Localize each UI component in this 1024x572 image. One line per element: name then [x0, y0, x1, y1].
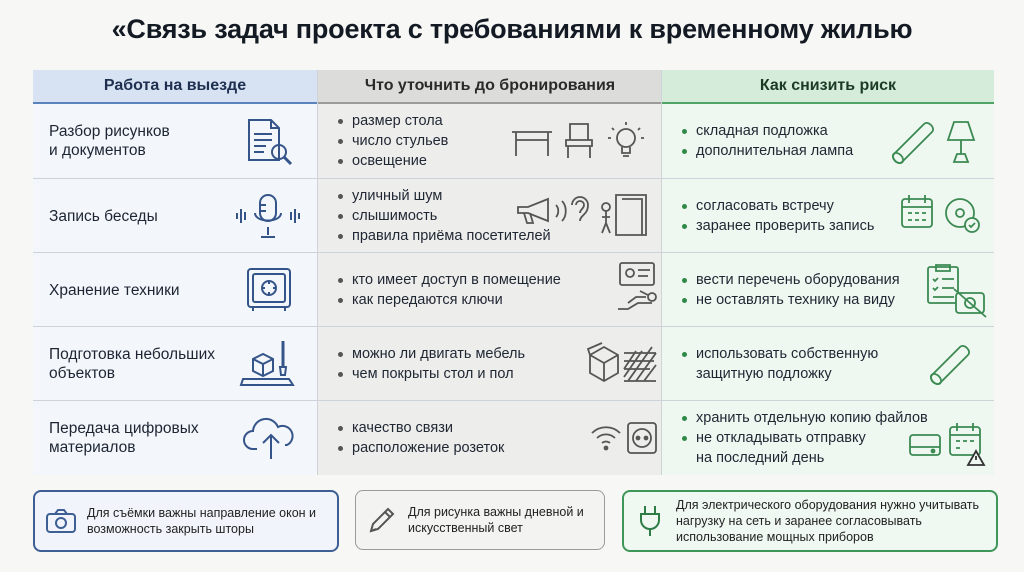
floor-grid-icon — [624, 347, 656, 381]
disc-check-icon — [946, 199, 979, 232]
list-item: кто имеет доступ в помещение — [336, 270, 561, 290]
list-item: чем покрыты стол и пол — [336, 364, 525, 384]
check-list — [336, 111, 448, 171]
list-item: расположение розеток — [336, 438, 504, 458]
list-item: использовать собственную — [680, 344, 878, 364]
list-item: размер стола — [336, 111, 448, 131]
check-list — [336, 418, 504, 458]
camera-hidden-icon — [954, 289, 986, 317]
calendar-icon — [902, 195, 932, 227]
safe-icon — [243, 265, 295, 315]
table-icon — [512, 132, 552, 156]
table-row — [33, 104, 317, 178]
list-item: уличный шум — [336, 186, 551, 206]
list-item: согласовать встречу — [680, 196, 874, 216]
pencil-icon — [367, 505, 397, 535]
calendar-warning-icon — [950, 423, 984, 465]
box-icon — [588, 343, 618, 381]
row-label — [49, 401, 239, 475]
list-item: вести перечень оборудования — [680, 270, 900, 290]
note-text: Для рисунка важны дневной и искусственный свет — [408, 505, 584, 535]
table-row — [662, 178, 994, 253]
plug-icon — [635, 504, 665, 538]
note-text: Для съёмки важны направление окон и возможность закрыть шторы — [87, 506, 317, 536]
row-label — [49, 104, 239, 178]
row-label-text: Разбор рисунков и документов — [49, 123, 170, 159]
rolled-mat-icon — [926, 339, 978, 389]
ear-icon — [572, 197, 588, 221]
row-label — [49, 327, 239, 401]
list-item-continuation: на последний день — [696, 450, 825, 466]
check-list — [336, 344, 525, 384]
row-label — [49, 179, 239, 253]
header-reduce-risk: Как снизить риск — [662, 70, 994, 104]
door-person-icon — [602, 195, 646, 235]
list-item: слышимость — [336, 206, 551, 226]
risk-list — [680, 196, 874, 236]
horn-icon — [518, 199, 548, 223]
risk-list — [680, 270, 900, 310]
id-card-icon — [620, 263, 654, 285]
access-icons — [616, 259, 662, 319]
table-row — [33, 178, 317, 253]
table-row — [318, 252, 662, 327]
list-item: складная подложка — [680, 121, 853, 141]
risk-list — [680, 408, 928, 468]
microphone-icon — [233, 191, 303, 241]
table-row — [662, 326, 994, 401]
checklist-icon — [928, 265, 958, 303]
list-item: хранить отдельную копию файлов — [680, 408, 928, 428]
list-item: число стульев — [336, 131, 448, 151]
row-label-text: Подготовка небольших объектов — [49, 346, 216, 382]
row-label-text: Запись беседы — [49, 207, 158, 225]
note-text: Для электрического оборудования нужно учитывать нагрузку на сеть и заранее согласовывать использование мощных приборов — [676, 498, 979, 544]
hard-drive-icon — [910, 435, 940, 455]
table-chair-lamp-icons — [508, 120, 658, 164]
risk-list — [680, 344, 878, 384]
rolled-mat-icon — [891, 123, 933, 165]
table-row — [33, 252, 317, 327]
row-label — [49, 253, 239, 327]
table-row — [662, 252, 994, 327]
wifi-socket-icons — [588, 419, 658, 459]
list-item: заранее проверить запись — [680, 216, 874, 236]
header-check-before-booking: Что уточнить до бронирования — [318, 70, 662, 104]
header-onsite-work: Работа на выезде — [33, 70, 317, 104]
note-photography — [33, 490, 339, 552]
lightbulb-icon — [608, 122, 644, 156]
column-onsite-work — [33, 70, 317, 475]
table-row — [33, 326, 317, 401]
key-handover-icon — [618, 291, 656, 309]
list-item-continuation: защитную подложку — [696, 366, 832, 382]
column-reduce-risk — [661, 70, 994, 475]
check-list — [336, 270, 561, 310]
list-item: не откладывать отправку — [680, 428, 928, 448]
column-check-before-booking — [317, 70, 662, 475]
cloud-upload-icon — [243, 413, 299, 463]
note-drawing — [355, 490, 605, 550]
table-row — [318, 400, 662, 475]
table-row — [318, 178, 662, 253]
list-item: можно ли двигать мебель — [336, 344, 525, 364]
table-row — [33, 400, 317, 475]
row-label-text: Хранение техники — [49, 281, 180, 299]
table-row — [662, 400, 994, 475]
camera-icon — [45, 508, 77, 534]
mat-lamp-icons — [888, 114, 988, 170]
wifi-icon — [592, 427, 620, 449]
risk-list — [680, 121, 853, 161]
box-brush-icon — [239, 335, 297, 391]
list-item: качество связи — [336, 418, 504, 438]
list-item: освещение — [336, 151, 448, 171]
table-row — [318, 326, 662, 401]
requirements-table — [33, 70, 993, 475]
list-item: правила приёма посетителей — [336, 226, 551, 246]
noise-icons — [514, 191, 658, 241]
list-item: как передаются ключи — [336, 290, 561, 310]
chair-icon — [566, 124, 592, 158]
list-camera-icons — [924, 263, 988, 319]
socket-icon — [628, 423, 656, 453]
desk-lamp-icon — [948, 122, 974, 162]
list-item: не оставлять технику на виду — [680, 290, 900, 310]
table-row — [318, 104, 662, 178]
calendar-disc-icons — [898, 191, 988, 241]
table-row — [662, 104, 994, 178]
row-label-text: Передача цифровых материалов — [49, 420, 199, 456]
document-search-icon — [243, 114, 295, 168]
page-title: «Связь задач проекта с требованиями к временному жилью — [111, 14, 913, 44]
note-electrical — [622, 490, 998, 552]
list-item: дополнительная лампа — [680, 141, 853, 161]
drive-calendar-icons — [906, 423, 990, 467]
furniture-floor-icons — [586, 339, 658, 389]
